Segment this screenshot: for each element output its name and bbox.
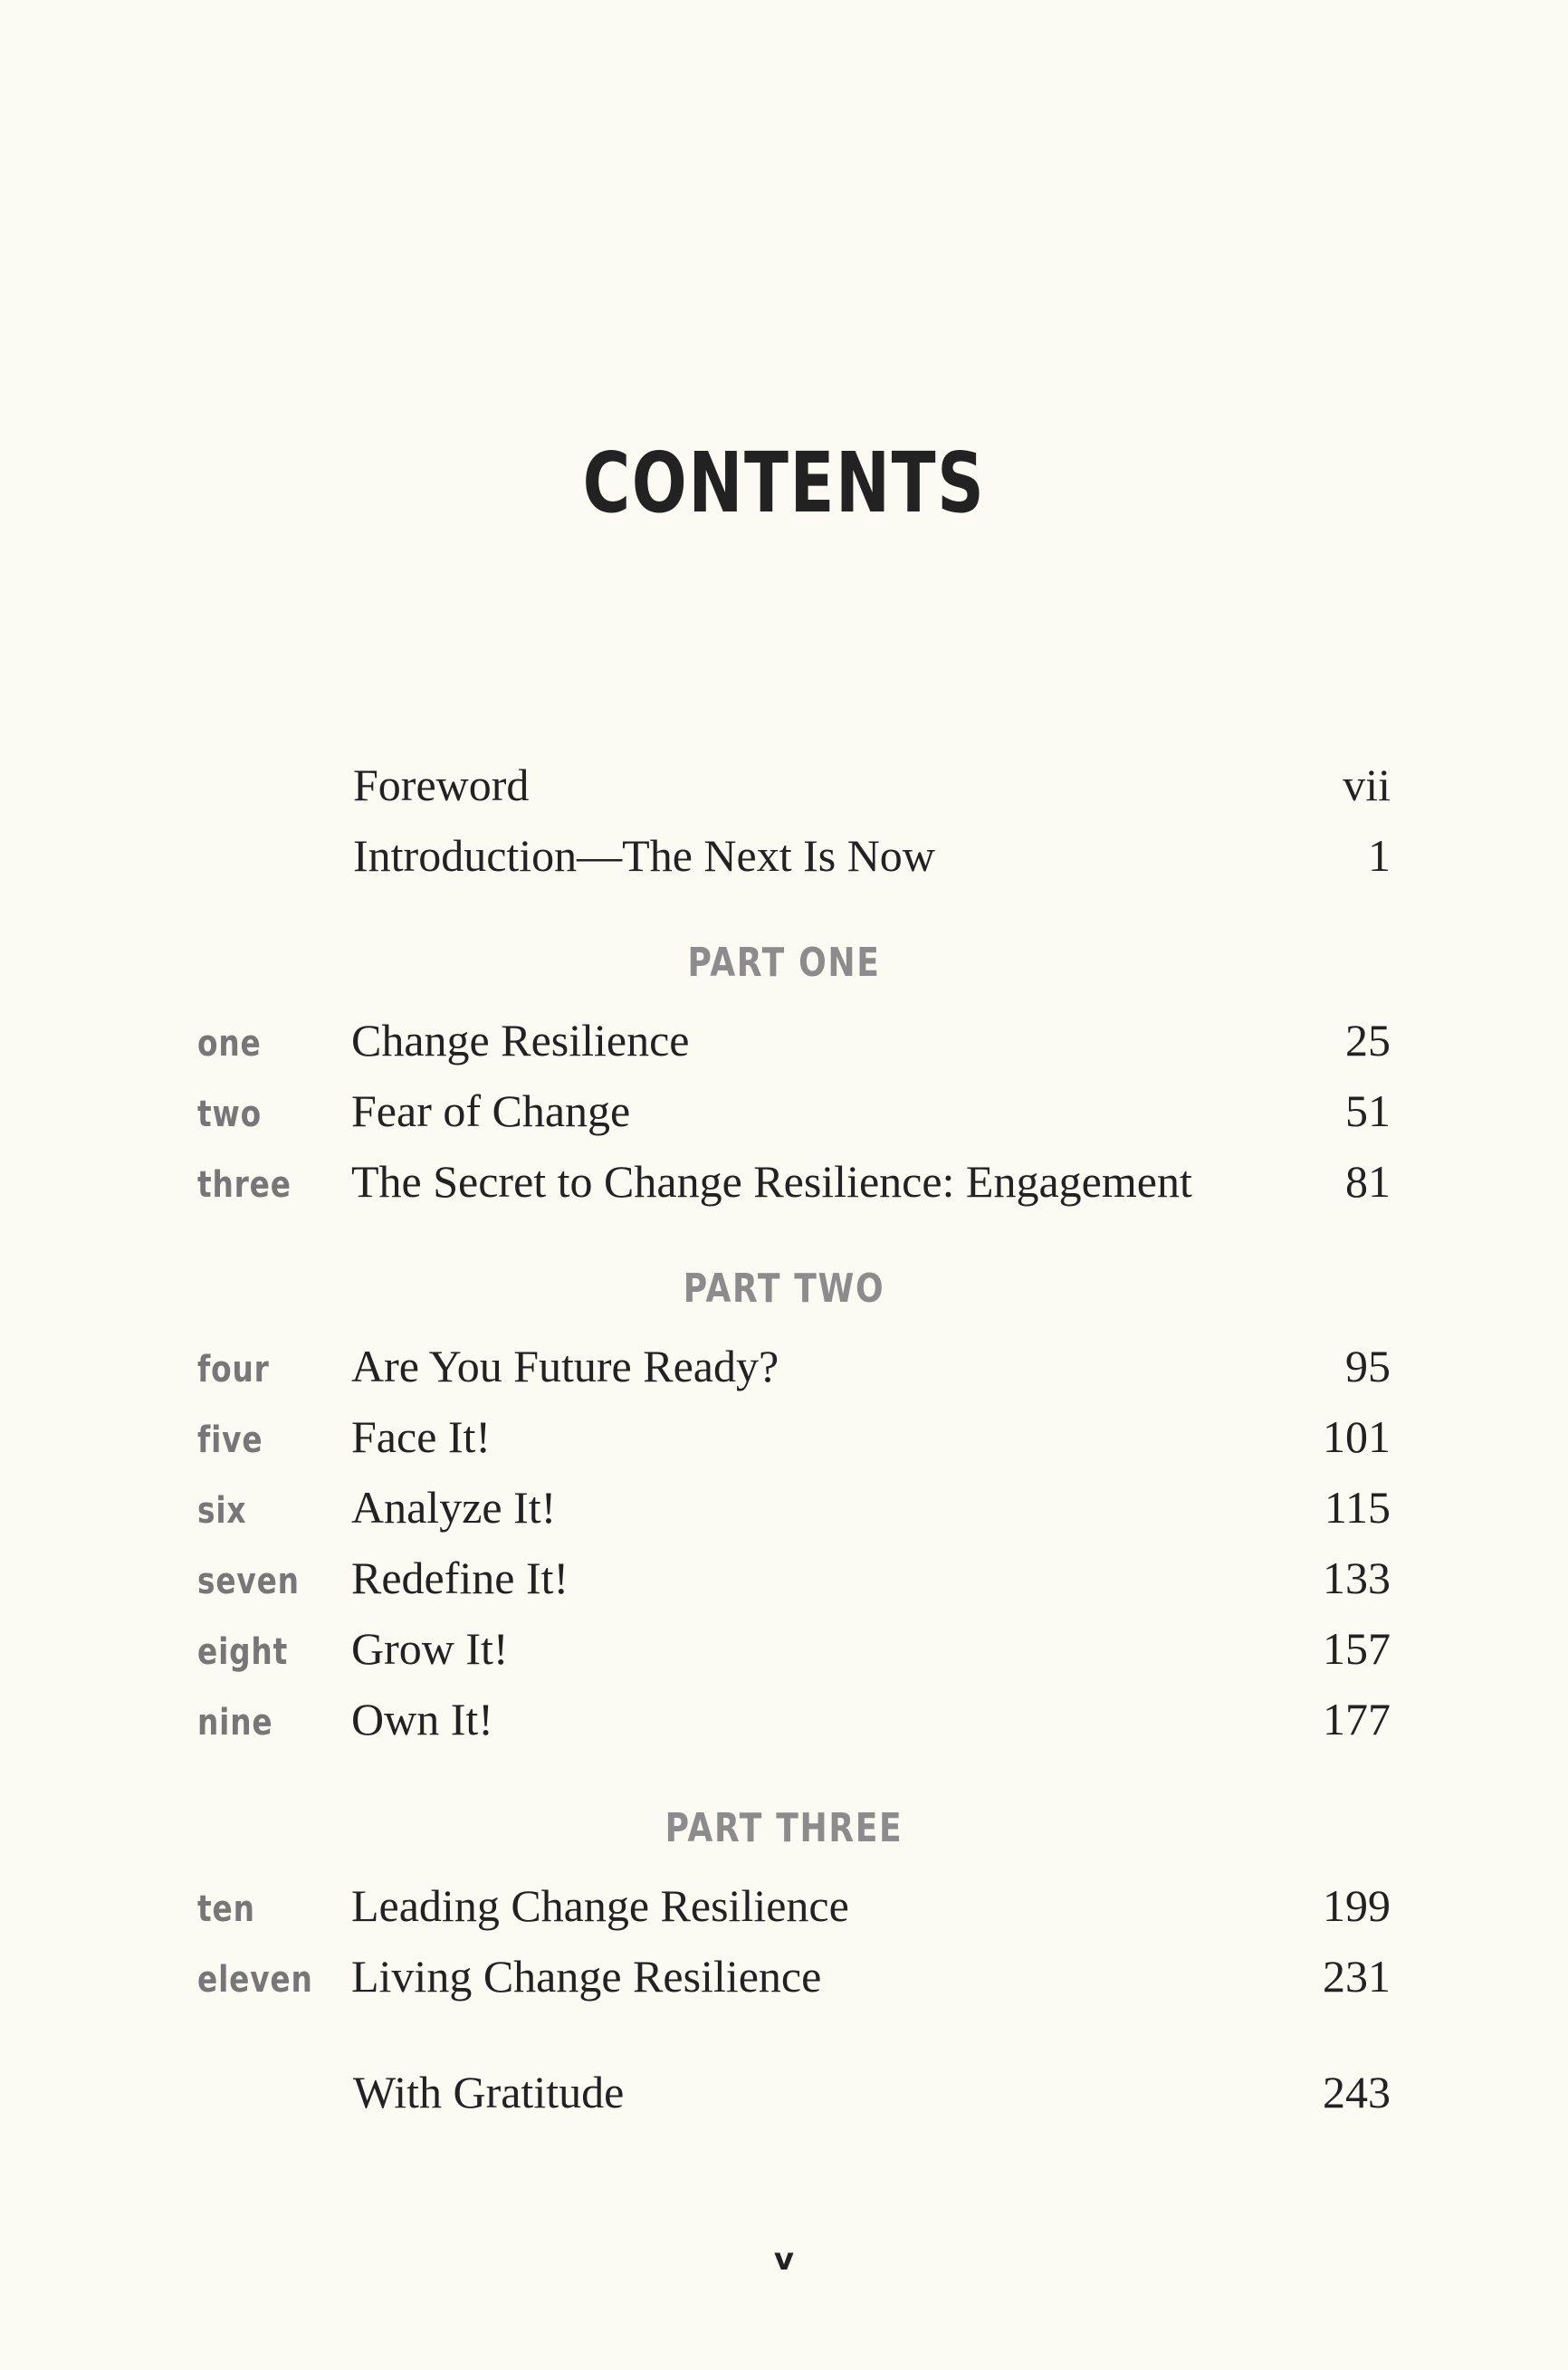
entry-title: Own It!	[351, 1694, 493, 1744]
chapter-number: six	[197, 1490, 247, 1532]
toc-entry-chapter-four[interactable]	[0, 1340, 1568, 1410]
entry-title: With Gratitude	[353, 2067, 625, 2117]
chapter-number: nine	[197, 1702, 273, 1744]
entry-page: 95	[1345, 1341, 1391, 1391]
chapter-number: five	[197, 1419, 263, 1461]
entry-title: Fear of Change	[351, 1085, 631, 1136]
entry-page: 1	[1368, 830, 1391, 881]
toc-entry-foreword[interactable]	[0, 759, 1568, 829]
entry-page: vii	[1343, 760, 1391, 810]
chapter-number: four	[197, 1349, 270, 1390]
toc-entry-chapter-three[interactable]	[0, 1155, 1568, 1226]
toc-entry-chapter-eleven[interactable]	[0, 1950, 1568, 2021]
toc-entry-chapter-two[interactable]	[0, 1085, 1568, 1155]
chapter-number: two	[197, 1094, 262, 1135]
entry-title: Leading Change Resilience	[351, 1880, 849, 1931]
page-title: CONTENTS	[582, 435, 986, 531]
entry-page: 115	[1324, 1482, 1391, 1533]
part-one-heading: PART ONE	[687, 940, 881, 986]
entry-title: The Secret to Change Resilience: Engagement	[351, 1156, 1192, 1207]
entry-page: 133	[1323, 1553, 1391, 1603]
entry-page: 101	[1323, 1411, 1391, 1462]
chapter-number: three	[197, 1164, 292, 1206]
toc-entry-chapter-eight[interactable]	[0, 1622, 1568, 1693]
toc-entry-chapter-five[interactable]	[0, 1410, 1568, 1481]
entry-page: 25	[1345, 1015, 1391, 1066]
page-number: v	[773, 2241, 795, 2278]
entry-page: 157	[1323, 1623, 1391, 1674]
entry-title: Change Resilience	[351, 1015, 690, 1066]
entry-title: Foreword	[353, 760, 530, 810]
chapter-number: eleven	[197, 1959, 313, 2001]
chapter-number: seven	[197, 1561, 300, 1602]
entry-page: 231	[1323, 1951, 1391, 2002]
chapter-number: ten	[197, 1888, 255, 1930]
part-two-heading: PART TWO	[683, 1266, 885, 1312]
chapter-number: eight	[197, 1631, 289, 1673]
toc-entry-chapter-ten[interactable]	[0, 1879, 1568, 1950]
entry-title: Introduction—The Next Is Now	[353, 830, 935, 881]
toc-entry-chapter-one[interactable]	[0, 1014, 1568, 1085]
entry-page: 177	[1323, 1694, 1391, 1744]
part-three-heading: PART THREE	[664, 1805, 904, 1851]
entry-title: Face It!	[351, 1411, 492, 1462]
toc-entry-chapter-six[interactable]	[0, 1481, 1568, 1552]
toc-entry-with-gratitude[interactable]	[0, 2066, 1568, 2136]
toc-entry-chapter-seven[interactable]	[0, 1552, 1568, 1622]
entry-page: 199	[1323, 1880, 1391, 1931]
entry-page: 51	[1345, 1085, 1391, 1136]
chapter-number: one	[197, 1023, 262, 1065]
entry-page: 243	[1323, 2067, 1391, 2117]
toc-entry-introduction[interactable]	[0, 829, 1568, 900]
entry-title: Grow It!	[351, 1623, 509, 1674]
entry-page: 81	[1345, 1156, 1391, 1207]
entry-title: Living Change Resilience	[351, 1951, 822, 2002]
toc-entry-chapter-nine[interactable]	[0, 1693, 1568, 1763]
entry-title: Analyze It!	[351, 1482, 557, 1533]
entry-title: Are You Future Ready?	[351, 1341, 779, 1391]
entry-title: Redefine It!	[351, 1553, 569, 1603]
